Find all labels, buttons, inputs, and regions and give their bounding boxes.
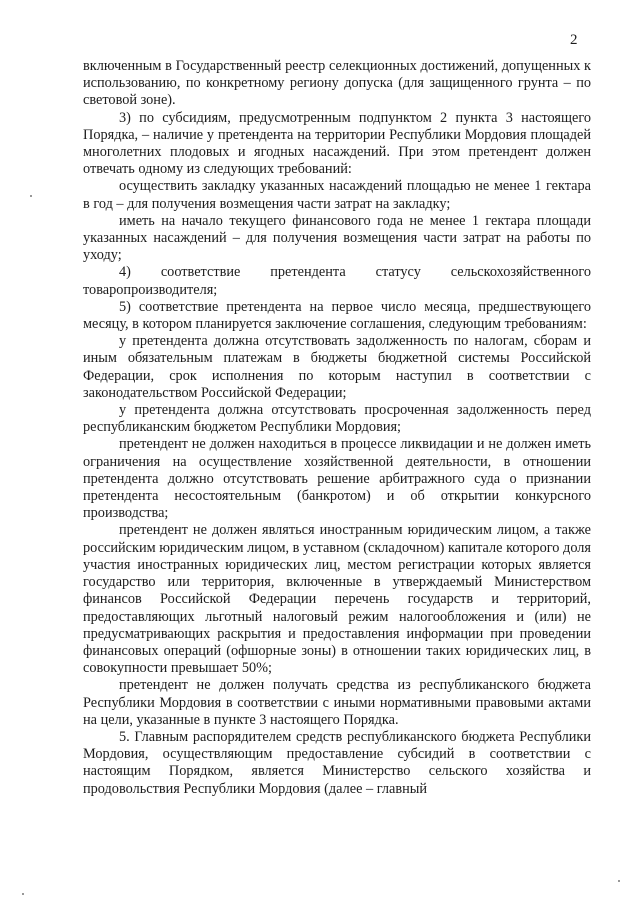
paragraph-requirement-care: иметь на начало текущего финансового года не менее 1 гектара площади указанных насаждений – для получения возмещения части затрат на работы по уходу; bbox=[83, 212, 591, 264]
paragraph-item-4: 4) соответствие претендента статусу сельскохозяйственного товаропроизводителя; bbox=[83, 264, 591, 298]
scan-speck bbox=[618, 880, 620, 882]
paragraph-continuation: включенным в Государственный реестр селекционных достижений, допущенных к использованию, по конкретному региону допуска (для защищенного грунта – по световой зоне). bbox=[83, 58, 591, 109]
scan-speck bbox=[30, 195, 32, 197]
scan-speck bbox=[22, 893, 24, 895]
paragraph-no-other-funds: претендент не должен получать средства из республиканского бюджета Республики Мордовия в соответствии с иными нормативными правовыми актами на цели, указанные в пункте 3 настоящего Порядка. bbox=[83, 677, 591, 728]
page-number: 2 bbox=[570, 32, 578, 48]
paragraph-item-5: 5) соответствие претендента на первое число месяца, предшествующего месяцу, в котором планируется заключение соглашения, следующим требованиям: bbox=[83, 298, 591, 333]
document-body bbox=[83, 58, 591, 798]
paragraph-not-foreign-entity: претендент не должен являться иностранным юридическим лицом, а также российским юридическим лицом, в уставном (складочном) капитале которого доля участия иностранных юридических лиц, местом регистрации которых является государство или территория, включенные в утверждаемый Министерством финансов Российской Федерации перечень государств и территорий, предоставляющих льготный налоговый режим налогообложения и (или) не предусматривающих раскрытия и предоставления информации при проведении финансовых операций (офшорные зоны) в отношении таких юридических лиц, в совокупности превышает 50%; bbox=[83, 522, 591, 677]
paragraph-no-liquidation: претендент не должен находиться в процессе ликвидации и не должен иметь ограничения на осуществление хозяйственной деятельности, в отношении претендента должно отсутствовать решение арбитражного суда о признании претендента несостоятельным (банкротом) и об открытии конкурсного производства; bbox=[83, 436, 591, 522]
paragraph-item-3: 3) по субсидиям, предусмотренным подпунктом 2 пункта 3 настоящего Порядка, – наличие у претендента на территории Республики Мордовия площадей многолетних плодовых и ягодных насаждений. При этом претендент должен отвечать одному из следующих требований: bbox=[83, 109, 591, 178]
paragraph-no-tax-debt: у претендента должна отсутствовать задолженность по налогам, сборам и иным обязательным платежам в бюджеты бюджетной системы Российской Федерации, срок исполнения по которым наступил в соответствии с законодательством Российской Федерации; bbox=[83, 333, 591, 401]
paragraph-requirement-planting: осуществить закладку указанных насаждений площадью не менее 1 гектара в год – для получения возмещения части затрат на закладку; bbox=[83, 178, 591, 212]
paragraph-item-5-main-administrator: 5. Главным распорядителем средств республиканского бюджета Республики Мордовия, осуществляющим предоставление субсидий в соответствии с настоящим Порядком, является Министерство сельского хозяйства и продовольствия Республики Мордовия (далее – главный bbox=[83, 728, 591, 797]
paragraph-no-overdue-debt: у претендента должна отсутствовать просроченная задолженность перед республиканским бюджетом Республики Мордовия; bbox=[83, 402, 591, 436]
